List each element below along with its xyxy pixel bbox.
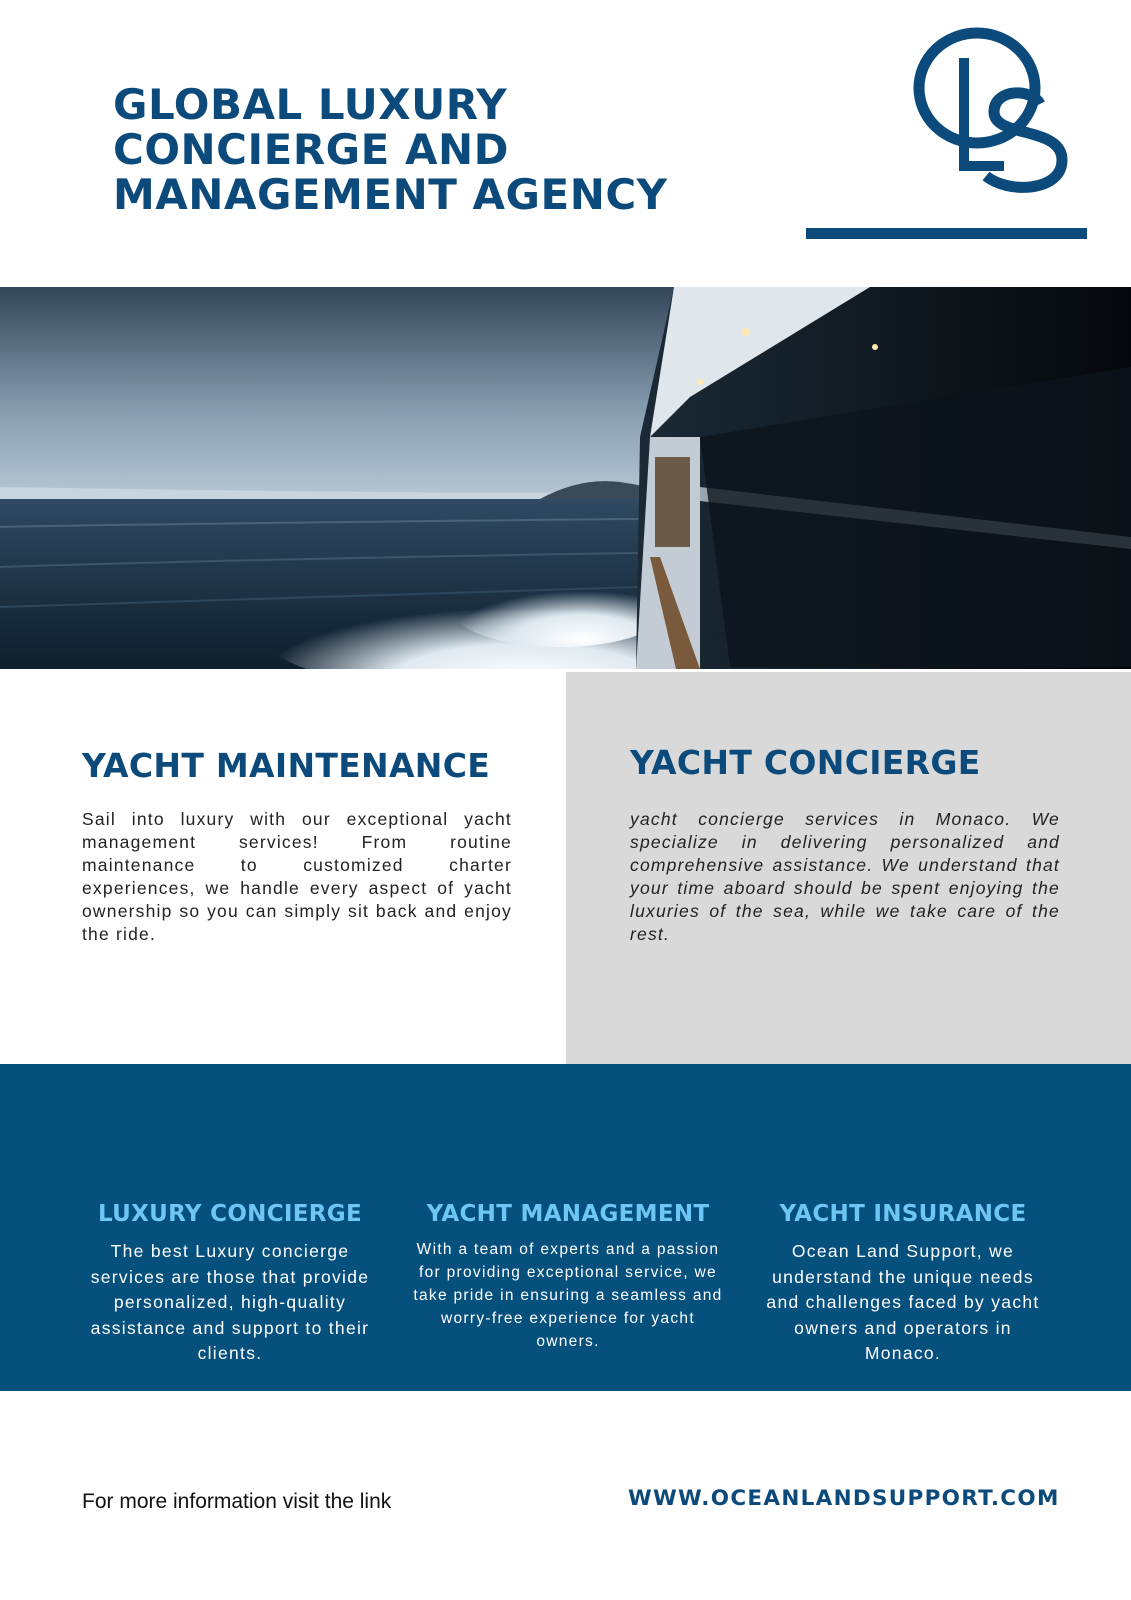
- yacht-photo: [0, 287, 1131, 669]
- service-yacht-management: [410, 1201, 726, 1353]
- services-band: [0, 1064, 1131, 1391]
- header-rule: [806, 228, 1087, 239]
- yacht-maintenance-section: [0, 672, 566, 1064]
- service-title: LUXURY CONCIERGE: [98, 1201, 362, 1227]
- title-line-2: CONCIERGE AND: [113, 125, 509, 174]
- title-line-1: GLOBAL LUXURY: [113, 80, 508, 129]
- yacht-concierge-body: yacht concierge services in Monaco. We specialize in delivering personalized and comprehensive assistance. We understand that your time aboard should be spent enjoying the luxuries of the sea, while we take care of the rest.: [630, 809, 1060, 944]
- yacht-concierge-title: YACHT CONCIERGE: [630, 743, 981, 782]
- hero-image: [0, 287, 1131, 669]
- service-yacht-insurance: [753, 1201, 1053, 1367]
- title-line-3: MANAGEMENT AGENCY: [113, 170, 668, 219]
- yacht-maintenance-body: Sail into luxury with our exceptional yacht management services! From routine maintenance to customized charter experiences, we handle every aspect of yacht ownership so you can simply sit back and enjoy the ride.: [82, 809, 512, 944]
- service-body: The best Luxury concierge services are those that provide personalized, high-quality assistance and support to their clients.: [90, 1241, 370, 1363]
- yacht-concierge-section: [566, 672, 1131, 1064]
- service-body: With a team of experts and a passion for providing exceptional service, we take pride in ensuring a seamless and worry-free experience for yacht owners.: [413, 1241, 723, 1350]
- service-body: Ocean Land Support, we understand the unique needs and challenges faced by yacht owners and operators in Monaco.: [766, 1241, 1040, 1363]
- service-title: YACHT INSURANCE: [779, 1201, 1027, 1227]
- footer-text: For more information visit the link: [82, 1490, 392, 1513]
- website-link[interactable]: WWW.OCEANLANDSUPPORT.COM: [628, 1486, 1060, 1511]
- service-luxury-concierge: [80, 1201, 380, 1367]
- yacht-maintenance-title: YACHT MAINTENANCE: [82, 746, 491, 785]
- service-title: YACHT MANAGEMENT: [426, 1201, 710, 1227]
- ols-logo: [912, 26, 1082, 198]
- page-title: [113, 82, 673, 217]
